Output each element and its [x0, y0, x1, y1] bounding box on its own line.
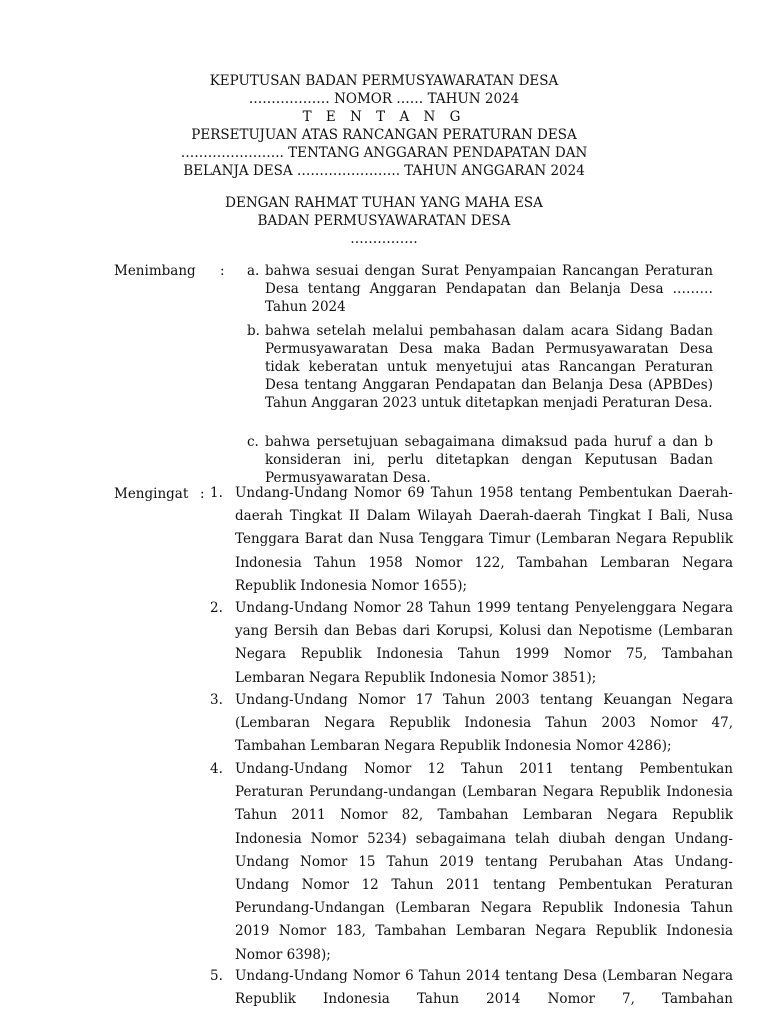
- mengingat-item-2: [210, 597, 733, 690]
- mengingat-number: 4.: [210, 761, 223, 777]
- menimbang-text: bahwa persetujuan sebagaimana dimaksud pada huruf a dan b konsideran ini, perlu ditetapkan dengan Keputusan Badan Permusyawaratan Desa.: [265, 434, 713, 486]
- mengingat-label: Mengingat: [114, 486, 189, 502]
- mengingat-colon: :: [200, 486, 205, 502]
- menimbang-item-c: [247, 433, 713, 487]
- mengingat-number: 3.: [210, 692, 223, 708]
- heading-subject-1: PERSETUJUAN ATAS RANCANGAN PERATURAN DESA: [191, 127, 577, 143]
- mengingat-number: 5.: [210, 968, 223, 984]
- menimbang-text: bahwa setelah melalui pembahasan dalam acara Sidang Badan Permusyawaratan Desa maka Badan Permusyawaratan Desa tidak keberatan untuk menyetujui atas Rancangan Peraturan Desa tentang Anggaran Pendapatan dan Belanja Desa (APBDes) Tahun Anggaran 2023 untuk ditetapkan menjadi Peraturan Desa.: [265, 323, 713, 411]
- mengingat-item-5: [210, 965, 733, 1011]
- mengingat-item-1: [210, 482, 733, 598]
- preamble-line-2: BADAN PERMUSYAWARATAN DESA: [257, 213, 511, 229]
- menimbang-label: Menimbang: [114, 263, 196, 279]
- heading-number: ……………… NOMOR …… TAHUN 2024: [248, 91, 520, 107]
- mengingat-item-4: [210, 758, 733, 967]
- menimbang-text: bahwa sesuai dengan Surat Penyampaian Rancangan Peraturan Desa tentang Anggaran Pendapatan dan Belanja Desa ………Tahun 2024: [265, 263, 713, 315]
- menimbang-marker: c.: [247, 434, 259, 450]
- mengingat-text: Undang-Undang Nomor 28 Tahun 1999 tentang Penyelenggara Negara yang Bersih dan Bebas dari Korupsi, Kolusi dan Nepotisme (Lembaran Negara Republik Indonesia Tahun 1999 Nomor 75, Tambahan Lembaran Negara Republik Indonesia Nomor 3851);: [235, 600, 733, 686]
- preamble-line-3: ……………: [350, 231, 418, 247]
- heading-subject-2: ………………….. TENTANG ANGGARAN PENDAPATAN DAN: [180, 145, 588, 161]
- mengingat-text: Undang-Undang Nomor 17 Tahun 2003 tentang Keuangan Negara (Lembaran Negara Republik Indonesia Tahun 2003 Nomor 47, Tambahan Lembaran Negara Republik Indonesia Nomor 4286);: [235, 692, 733, 755]
- menimbang-item-a: [247, 262, 713, 316]
- mengingat-number: 2.: [210, 600, 223, 616]
- heading-title: KEPUTUSAN BADAN PERMUSYAWARATAN DESA: [209, 73, 559, 89]
- preamble-line-1: DENGAN RAHMAT TUHAN YANG MAHA ESA: [225, 195, 543, 211]
- mengingat-number: 1.: [210, 485, 223, 501]
- mengingat-item-3: [210, 689, 733, 759]
- heading-tentang: T E N T A N G: [302, 109, 466, 125]
- mengingat-text: Undang-Undang Nomor 12 Tahun 2011 tentang Pembentukan Peraturan Perundang-undangan (Lembaran Negara Republik Indonesia Tahun 2011 Nomor 82, Tambahan Lembaran Negara Republik Indonesia Nomor 5234) sebagaimana telah diubah dengan Undang-Undang Nomor 15 Tahun 2019 tentang Perubahan Atas Undang-Undang Nomor 12 Tahun 2011 tentang Pembentukan Peraturan Perundang-Undangan (Lembaran Negara Republik Indonesia Tahun 2019 Nomor 183, Tambahan Lembaran Negara Republik Indonesia Nomor 6398);: [235, 761, 733, 963]
- menimbang-item-b: [247, 322, 713, 412]
- mengingat-text: Undang-Undang Nomor 69 Tahun 1958 tentang Pembentukan Daerah-daerah Tingkat II Dalam Wilayah Daerah-daerah Tingkat I Bali, Nusa Tenggara Barat dan Nusa Tenggara Timur (Lembaran Negara Republik Indonesia Tahun 1958 Nomor 122, Tambahan Lembaran Negara Republik Indonesia Nomor 1655);: [235, 485, 733, 594]
- menimbang-colon: :: [220, 263, 225, 279]
- menimbang-marker: b.: [247, 323, 260, 339]
- mengingat-text: Undang-Undang Nomor 6 Tahun 2014 tentang Desa (Lembaran Negara Republik Indonesia Tahun 2014 Nomor 7, Tambahan: [235, 968, 733, 1008]
- menimbang-marker: a.: [247, 263, 260, 279]
- heading-subject-3: BELANJA DESA ………………….. TAHUN ANGGARAN 2024: [183, 163, 585, 179]
